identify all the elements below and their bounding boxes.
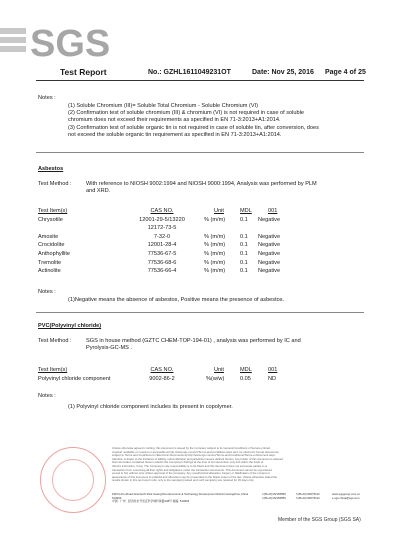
cell-cas: 9002-86-2 [149, 375, 175, 382]
section-divider [36, 152, 364, 153]
cell-mdl: 0.1 [240, 242, 248, 249]
company-seal-inner [52, 459, 94, 501]
cell-item: Actinolite [38, 268, 61, 275]
cell-cas: 77536-67-5 [147, 250, 177, 257]
fine-print-line: appearance of this document is unlawful and offenders may be prosecuted to the fullest extent of the law. Unless otherwise stated the [112, 474, 278, 479]
col-mdl [240, 207, 252, 276]
address-block [112, 493, 252, 504]
column-header: 001 [268, 367, 278, 373]
contact-phone-block [262, 493, 286, 500]
cell-item: Polyvinyl chloride component [38, 375, 111, 382]
col-test-item [38, 207, 70, 276]
cell-cas: 77536-68-6 [147, 259, 177, 266]
cell-mdl: 0.1 [240, 216, 248, 223]
cell-result: Negative [258, 259, 281, 266]
report-title: Test Report [60, 67, 107, 77]
fine-print-line: overleaf, available on request or accessible at http://www.sgs.com/en/Terms-and-Conditions.aspx and, for electronic format documents, [112, 449, 280, 454]
cell-result: Negative [258, 216, 281, 223]
pvc-note: (1) Polyvinyl chloride component includes its present in copolymer. [68, 404, 233, 410]
cell-cas: 77536-66-4 [147, 268, 177, 275]
col-mdl [240, 366, 252, 383]
asbestos-note: (1)Negative means the absence of asbestos, Positive means the presence of asbestos. [68, 297, 285, 303]
column-header: Test Item(s) [38, 208, 68, 214]
cell-unit: % (m/m) [204, 259, 226, 266]
cell-result: Negative [258, 250, 281, 257]
section-heading-pvc: PVC(Polyvinyl chloride) [38, 323, 102, 329]
phone: t (86-20) 82155555 [262, 492, 286, 496]
note-item: chromium does not exceed their requirements as specified in EN 71-3:2013+A1:2014. [68, 117, 281, 124]
contact-web-block [332, 493, 360, 500]
col-unit [206, 366, 224, 383]
cell-cas: 12001-29-5/13220 [139, 216, 185, 223]
fax-cn: f (86-20) 82075113 [296, 495, 320, 500]
notes-label: Notes : [38, 289, 56, 295]
method-line: SGS in house method (GZTC CHEM-TOP-194-01) , analysis was performed by IC and [86, 338, 301, 344]
column-header: Unit [214, 208, 224, 214]
cell-item: Tremolite [38, 259, 62, 266]
website: www.sgsgroup.com.cn [332, 492, 360, 496]
notes-list [68, 103, 319, 139]
fine-print-line: transaction from exercising all their rights and obligations under the transaction documents. This document cannot be reproduced [112, 467, 272, 472]
fax: f (86-20) 82075113 [296, 492, 320, 496]
page-number: Page 4 of 25 [325, 68, 366, 76]
fine-print-line: that information contained hereon reflects the Company's findings at the time of its intervention only and within the limits of [112, 460, 264, 465]
cell-cas: 12001-28-4 [147, 242, 177, 249]
fine-print-line: Unless otherwise agreed in writing, this document is issued by the Company subject to its General Conditions of Service printed [112, 446, 270, 450]
cell-mdl [240, 224, 252, 233]
cell-cas: 7-32-0 [153, 233, 171, 240]
cell-result: ND [268, 375, 277, 382]
col-test-item [38, 366, 110, 383]
cell-mdl: 0.1 [240, 259, 248, 266]
cell-mdl: 0.1 [240, 250, 248, 257]
method-line: With reference to NIOSH 9002:1994 and NIOSH 9000:1994, Analysis was performed by PLM [86, 181, 317, 187]
address-chinese: 中国 · 广州 · 经济技术开发区科学城科珠路198号 邮编: 510663 [112, 499, 190, 504]
fine-print-line: Client's instruction, if any. The Company's sole responsibility is to its Client and this document does not exonerate parties to a [112, 463, 267, 468]
test-method-label: Test Method : [38, 338, 72, 344]
section-heading-asbestos: Asbestos [38, 166, 64, 172]
method-line: and XRD. [86, 188, 111, 195]
cell-mdl: 0.05 [240, 375, 251, 382]
col-result-001 [268, 366, 277, 383]
email: e sgs.china@sgs.com [332, 495, 360, 500]
cell-item [38, 224, 70, 233]
col-result-001 [258, 207, 280, 276]
test-method-text [86, 181, 317, 195]
phone-cn: t (86-20) 82155555 [262, 495, 286, 500]
cell-unit [204, 224, 225, 233]
logo-text: SGS [30, 23, 111, 62]
note-item: (2) Confirmation test of soluble chromium (III) & chromium (VI) is not required in case of soluble [68, 110, 304, 117]
report-number: No.: GZHL1611049231OT [148, 68, 231, 76]
cell-result: Negative [258, 233, 281, 240]
fine-print-line: except in full, without prior written approval of the Company. Any unauthorized alteration, forgery or falsification of the content or [112, 471, 270, 476]
column-header: Test Item(s) [38, 367, 68, 373]
note-item: not exceed the soluble organic tin requirement as specified in EN 71-3:2013+A1:2014. [68, 131, 282, 138]
cell-item: Amosite [38, 233, 59, 240]
col-cas-no [130, 207, 194, 276]
notes-label: Notes : [38, 95, 56, 101]
cell-item: Crocidolite [38, 242, 65, 249]
cell-result: Negative [258, 242, 281, 249]
column-header: CAS NO. [150, 208, 174, 214]
cell-unit: %(w/w) [206, 375, 225, 382]
address-english: 198 Kezhu Road,Scientech Park Guangzhou Economic & Technology Development District,Guangzhou,China 510663 [112, 492, 249, 500]
column-header: MDL [240, 208, 252, 214]
column-header: 001 [268, 208, 278, 214]
column-header: MDL [240, 367, 252, 373]
notes-label: Notes : [38, 393, 56, 399]
cell-result [258, 224, 280, 233]
cell-unit: % (m/m) [204, 216, 226, 223]
header-divider [36, 80, 364, 81]
cell-item: Anthophyllite [38, 250, 71, 257]
cell-unit: % (m/m) [204, 268, 226, 275]
col-cas-no [130, 366, 194, 383]
member-statement: Member of the SGS Group (SGS SA) [278, 517, 361, 523]
fine-print-line: subject to Terms and Conditions for Electronic Documents at http://www.sgs.com/en/Terms-and-Conditions/Terms-e-Document.aspx. [112, 453, 276, 458]
col-unit [204, 207, 225, 276]
column-header: Unit [214, 367, 224, 373]
cell-result: Negative [258, 268, 281, 275]
test-method-text [86, 338, 301, 352]
section-divider [36, 312, 364, 313]
report-date: Date: Nov 25, 2016 [252, 68, 314, 76]
cell-cas: 12172-73-5 [147, 225, 177, 232]
sgs-logo [0, 22, 118, 62]
test-method-label: Test Method : [38, 181, 72, 187]
cell-unit: % (m/m) [204, 250, 226, 257]
fine-print-line: Attention is drawn to the limitation of liability, indemnification and jurisdiction issues defined therein. Any holder of this document is advised [112, 456, 283, 461]
note-item: (3) Confirmation test of soluble organic tin is not required in case of soluble tin, after conversion, does [68, 124, 319, 131]
terms-fine-print [112, 447, 364, 483]
method-line: Pyrolysis-GC-MS . [86, 345, 132, 352]
cell-mdl: 0.1 [240, 233, 248, 240]
contact-fax-block [296, 493, 320, 500]
note-item: (1) Soluble Chromium (III)= Soluble Total Chromium - Soluble Chromium (VI) [68, 103, 258, 109]
cell-item: Chrysotile [38, 216, 63, 223]
cell-unit: % (m/m) [204, 242, 226, 249]
column-header: CAS NO. [150, 367, 174, 373]
fine-print-line: results shown in this test report refer only to the sample(s) tested and such sample(s) are retained for 30 days only. [112, 478, 255, 483]
cell-mdl: 0.1 [240, 268, 248, 275]
cell-unit: % (m/m) [204, 233, 226, 240]
